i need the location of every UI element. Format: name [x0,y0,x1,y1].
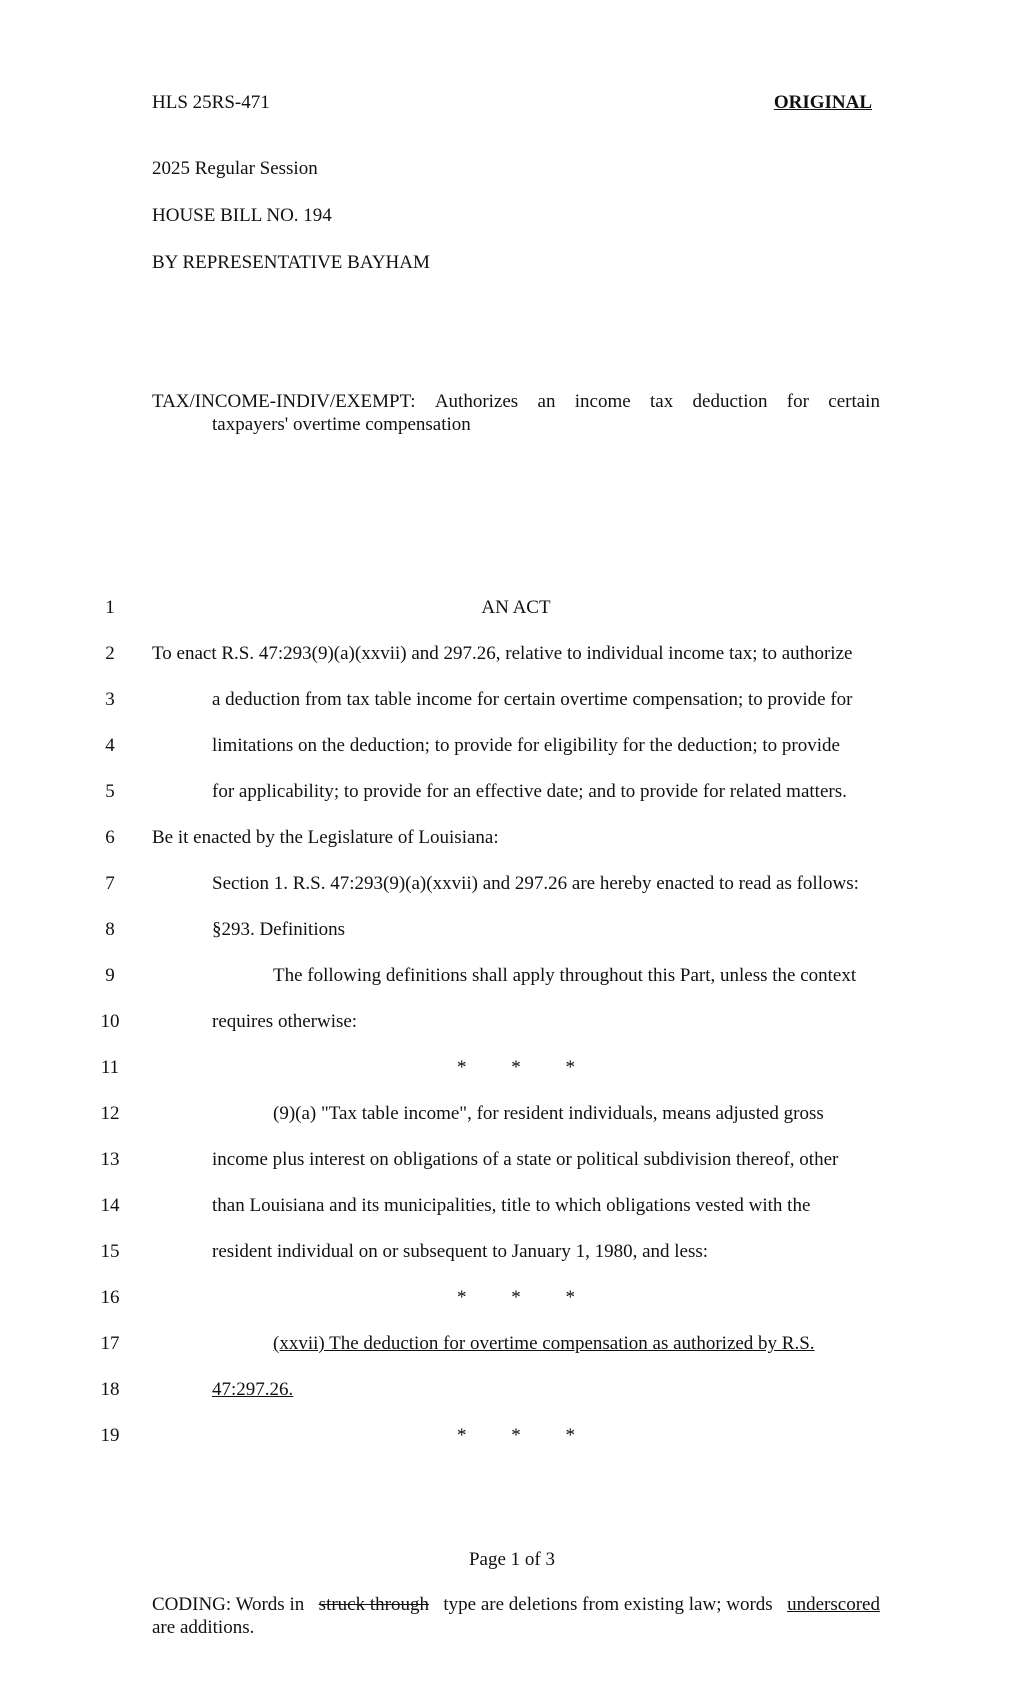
line-text: The following definitions shall apply throughout this Part, unless the context [273,965,857,986]
document-id: HLS 25RS-471 [152,92,270,113]
page-number: Page 1 of 3 [468,1549,555,1570]
session-title: 2025 Regular Session [152,158,318,179]
bill-line [0,781,1024,809]
line-text: Section 1. R.S. 47:293(9)(a)(xxvii) and 297.26 are hereby enacted to read as follows: [212,873,859,894]
line-number: 19 [100,1425,120,1446]
digest-line-1: TAX/INCOME-INDIV/EXEMPT: Authorizes an income tax deduction for certain [152,391,880,412]
line-text: To enact R.S. 47:293(9)(a)(xxvii) and 297.26, relative to individual income tax; to authorize [152,643,853,664]
bill-line [0,965,1024,993]
line-number: 7 [105,873,115,894]
bill-line [0,1333,1024,1361]
bill-line [0,1057,1024,1085]
line-number: 6 [105,827,115,848]
bill-line [0,735,1024,763]
bill-digest [152,390,880,436]
act-title: AN ACT [481,597,551,618]
bill-line [0,919,1024,947]
line-text: (9)(a) "Tax table income", for resident individuals, means adjusted gross [273,1103,824,1124]
line-number: 16 [100,1287,120,1308]
bill-number: HOUSE BILL NO. 194 [152,205,332,226]
bill-line [0,597,1024,625]
coding-middle: type are deletions from existing law; words [443,1594,773,1615]
line-number: 12 [100,1103,120,1124]
line-number: 10 [100,1011,120,1032]
bill-line [0,1425,1024,1453]
line-text: requires otherwise: [212,1011,358,1032]
bill-line [0,1241,1024,1269]
bill-line [0,873,1024,901]
line-text: resident individual on or subsequent to January 1, 1980, and less: [212,1241,709,1262]
line-number: 15 [100,1241,120,1262]
added-text: 47:297.26. [212,1379,294,1400]
coding-struck-sample: struck through [318,1594,429,1615]
line-number: 4 [105,735,115,756]
bill-line [0,1103,1024,1131]
line-number: 5 [105,781,115,802]
line-number: 3 [105,689,115,710]
section-heading: §293. Definitions [212,919,345,940]
bill-line [0,643,1024,671]
digest-line-2: taxpayers' overtime compensation [212,414,471,435]
coding-prefix: CODING: Words in [152,1594,305,1615]
line-number: 9 [105,965,115,986]
bill-line [0,1379,1024,1407]
bill-line [0,1011,1024,1039]
added-text: (xxvii) The deduction for overtime compensation as authorized by R.S. [273,1333,815,1354]
bill-line [0,689,1024,717]
line-number: 1 [105,597,115,618]
line-number: 2 [105,643,115,664]
omission-stars: * * * [457,1287,575,1308]
line-text: for applicability; to provide for an effective date; and to provide for related matters. [212,781,847,802]
line-text: Be it enacted by the Legislature of Louisiana: [152,827,499,848]
bill-line [0,1195,1024,1223]
coding-note [152,1593,880,1639]
line-text: limitations on the deduction; to provide for eligibility for the deduction; to provide [212,735,840,756]
status-label: ORIGINAL [773,92,872,113]
bill-line [0,1149,1024,1177]
coding-underscored-sample: underscored [787,1594,880,1615]
line-text: a deduction from tax table income for certain overtime compensation; to provide for [212,689,853,710]
omission-stars: * * * [457,1425,575,1446]
line-text: income plus interest on obligations of a state or political subdivision thereof, other [212,1149,839,1170]
line-number: 14 [100,1195,120,1216]
bill-author: BY REPRESENTATIVE BAYHAM [152,252,430,273]
bill-line [0,827,1024,855]
line-number: 18 [100,1379,120,1400]
coding-end: are additions. [152,1617,255,1638]
line-number: 11 [100,1057,120,1078]
bill-line [0,1287,1024,1315]
omission-stars: * * * [457,1057,575,1078]
line-number: 8 [105,919,115,940]
line-number: 13 [100,1149,120,1170]
line-number: 17 [100,1333,120,1354]
line-text: than Louisiana and its municipalities, title to which obligations vested with the [212,1195,811,1216]
